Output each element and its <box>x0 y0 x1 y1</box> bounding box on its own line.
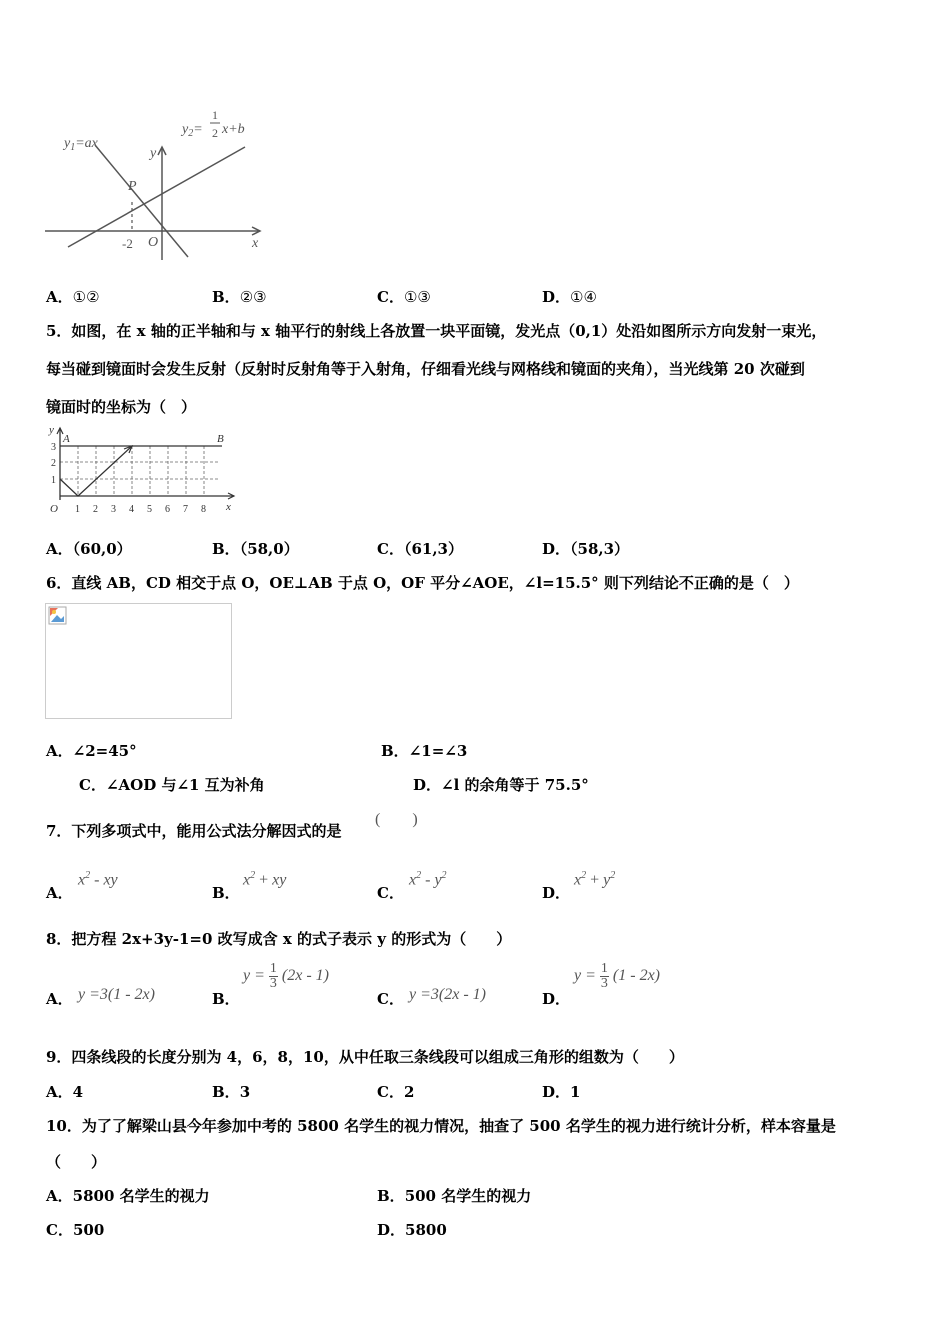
y-tick-3: 3 <box>51 442 56 453</box>
y-axis-label: y <box>150 146 157 161</box>
broken-image-placeholder <box>45 603 232 719</box>
x-tick-6: 6 <box>165 504 170 515</box>
q7-option-a-letter[interactable]: A． <box>46 884 73 902</box>
y-tick-1: 1 <box>51 475 56 486</box>
q9-option-d[interactable]: D．1 <box>542 1083 581 1101</box>
grid-lines <box>60 446 220 496</box>
q8-option-d-letter[interactable]: D． <box>542 990 571 1008</box>
neg2-label: -2 <box>122 236 133 251</box>
y2-rest: x+b <box>222 122 245 137</box>
q9-stem: 9．四条线段的长度分别为 4，6，8，10，从中任取三条线段可以组成三角形的组数为（ ） <box>46 1048 684 1066</box>
x-label: x <box>226 501 231 513</box>
q8-option-b-letter[interactable]: B． <box>212 990 240 1008</box>
q10-option-c[interactable]: C．500 <box>46 1221 105 1239</box>
x-tick-5: 5 <box>147 504 152 515</box>
q8-option-d-expr[interactable]: y = $\frac{1}{3}$ (1 - 2x) <box>574 961 660 991</box>
x-axis-label: x <box>252 236 259 251</box>
q10-option-d[interactable]: D．5800 <box>377 1221 447 1239</box>
q5-option-d[interactable]: D．（58,3） <box>542 540 630 558</box>
q10-option-a[interactable]: A．5800 名学生的视力 <box>46 1187 210 1205</box>
origin-label: O <box>148 235 159 250</box>
q10-stem-line2: （ ） <box>46 1153 107 1171</box>
q7-option-a-expr[interactable]: $x^2$ - xy <box>78 870 118 889</box>
y2-frac-den: 2 <box>212 126 218 140</box>
y2-frac-num: 1 <box>212 108 218 122</box>
q8-option-a-letter[interactable]: A． <box>46 990 73 1008</box>
q4-option-a[interactable]: A．①② <box>46 288 100 306</box>
q10-option-b[interactable]: B．500 名学生的视力 <box>377 1187 532 1205</box>
q9-option-a[interactable]: A．4 <box>46 1083 84 1101</box>
q5-stem-line3: 镜面时的坐标为（ ） <box>46 398 197 416</box>
y-tick-2: 2 <box>51 458 56 469</box>
q5-option-a[interactable]: A．（60,0） <box>46 540 132 558</box>
q9-option-b[interactable]: B．3 <box>212 1083 251 1101</box>
q6-option-d[interactable]: D．∠l 的余角等于 75.5° <box>413 776 589 794</box>
q7-option-b-letter[interactable]: B． <box>212 884 240 902</box>
q5-option-b[interactable]: B．（58,0） <box>212 540 299 558</box>
line-y2 <box>68 147 245 247</box>
linear-functions-figure <box>40 105 280 265</box>
q6-option-b[interactable]: B．∠1=∠3 <box>381 742 468 760</box>
q7-paren: ( ) <box>375 811 418 828</box>
q4-option-c[interactable]: C．①③ <box>377 288 431 306</box>
y2-label: $y_2=$ <box>182 122 203 139</box>
x-tick-4: 4 <box>129 504 134 515</box>
q6-option-c[interactable]: C．∠AOD 与∠1 互为补角 <box>79 776 265 794</box>
q8-option-c-letter[interactable]: C． <box>377 990 404 1008</box>
q10-stem-line1: 10．为了了解梁山县今年参加中考的 5800 名学生的视力情况，抽查了 500 名学生的视力进行统计分析，样本容量是 <box>46 1117 836 1135</box>
point-b-label: B <box>217 433 224 445</box>
y-label: y <box>49 424 54 436</box>
point-p-label: P <box>128 179 137 194</box>
line-y1 <box>95 145 188 257</box>
q7-option-b-expr[interactable]: $x^2$ + xy <box>243 870 287 889</box>
q8-stem: 8．把方程 2x+3y-1=0 改写成含 x 的式子表示 y 的形式为（ ） <box>46 930 512 948</box>
q7-option-c-expr[interactable]: $x^2 - y^2$ <box>409 870 447 889</box>
x-tick-7: 7 <box>183 504 188 515</box>
x-tick-3: 3 <box>111 504 116 515</box>
q8-option-b-expr[interactable]: y = $\frac{1}{3}$ (2x - 1) <box>243 961 329 991</box>
q7-option-d-letter[interactable]: D． <box>542 884 571 902</box>
x-tick-1: 1 <box>75 504 80 515</box>
q4-option-b[interactable]: B．②③ <box>212 288 267 306</box>
x-tick-2: 2 <box>93 504 98 515</box>
y1-label: $y_1=ax$ <box>64 136 98 153</box>
q5-stem-line2: 每当碰到镜面时会发生反射（反射时反射角等于入射角，仔细看光线与网格线和镜面的夹角），当光线第 20 次碰到 <box>46 360 805 378</box>
point-a-label: A <box>63 433 70 445</box>
q6-stem: 6．直线 AB，CD 相交于点 O，OE⊥AB 于点 O，OF 平分∠AOE，∠l=15.5° 则下列结论不正确的是（ ） <box>46 574 799 592</box>
q8-option-c-expr[interactable]: y =3(2x - 1) <box>409 986 486 1003</box>
origin-label: O <box>50 503 58 515</box>
broken-image-icon <box>48 606 68 626</box>
x-tick-8: 8 <box>201 504 206 515</box>
q4-option-d[interactable]: D．①④ <box>542 288 597 306</box>
q8-option-a-expr[interactable]: y =3(1 - 2x) <box>78 986 155 1003</box>
q5-stem-line1: 5．如图，在 x 轴的正半轴和与 x 轴平行的射线上各放置一块平面镜，发光点（0,1）处沿如图所示方向发射一束光， <box>46 322 827 340</box>
q7-option-d-expr[interactable]: $x^2 + y^2$ <box>574 870 616 889</box>
q7-stem: 7．下列多项式中，能用公式法分解因式的是 <box>46 822 342 840</box>
mirror-grid-figure <box>44 420 244 518</box>
q9-option-c[interactable]: C．2 <box>377 1083 415 1101</box>
q7-option-c-letter[interactable]: C． <box>377 884 404 902</box>
q5-option-c[interactable]: C．（61,3） <box>377 540 463 558</box>
q6-option-a[interactable]: A．∠2=45° <box>46 742 137 760</box>
